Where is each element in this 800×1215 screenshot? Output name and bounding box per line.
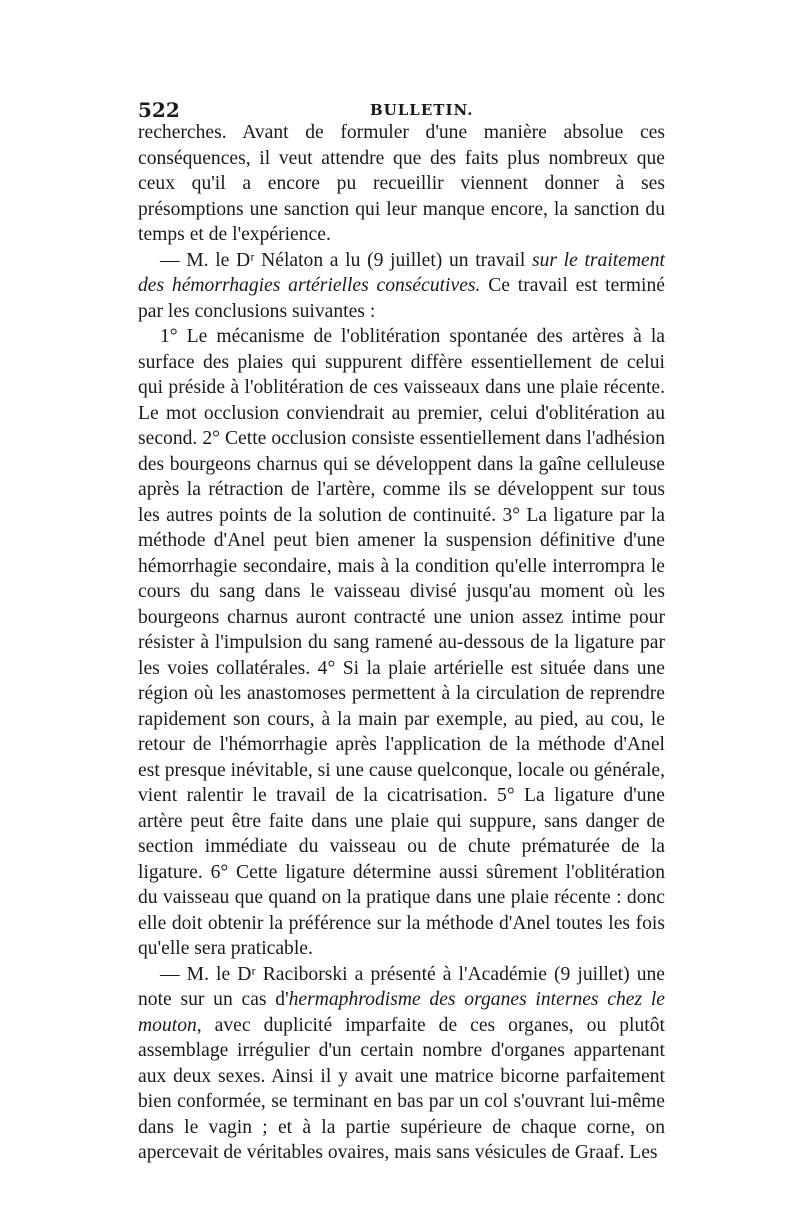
paragraph-text: — M. le Dʳ Raciborski a présenté à l'Académie (9 juillet) une note sur un cas d' (138, 963, 665, 1010)
paragraph-text: , avec duplicité imparfaite de ces organes, ou plutôt assemblage irrégulier d'un certain nombre d'organes appartenant aux deux sexes. Ainsi il y avait une matrice bicorne parfaitement bien conformée, se terminant en bas par un col s'ouvrant lui-même dans le vagin ; et à la partie supérieure de chaque corne, on apercevait de véritables ovaires, mais sans vésicules de Graaf. Les (138, 1014, 665, 1163)
page-number: 522 (138, 98, 180, 122)
running-head: BULLETIN. (370, 101, 474, 119)
article-title: hermaphrodisme des organes internes chez le mouton (138, 989, 666, 1036)
paragraph-text: Ce travail est terminé par les conclusions suivantes : (138, 275, 665, 322)
paragraph-text: — M. le Dʳ Nélaton a lu (9 juillet) un travail (160, 249, 532, 271)
paragraph-continuation: recherches. Avant de formuler d'une manière absolue ces conséquences, il veut attendre que des faits plus nombreux que ceux qu'il a encore pu recueillir viennent donner à ses présomptions une sanction qui leur manque encore, la sanction du temps et de l'expérience. (138, 122, 665, 245)
body-text (138, 120, 665, 1166)
article-title: sur le traitement des hémorrhagies artérielles consécutives. (138, 249, 665, 296)
page-header (138, 98, 665, 120)
paragraph-raciborski (138, 962, 665, 1166)
paragraph-nelaton (138, 248, 665, 325)
paragraph-conclusions: 1° Le mécanisme de l'oblitération spontanée des artères à la surface des plaies qui suppurent diffère essentiellement de celui qui préside à l'oblitération de ces vaisseaux dans une plaie récente. Le mot occlusion conviendrait au premier, celui d'oblitération au second. 2° Cette occlusion consiste essentiellement dans l'adhésion des bourgeons charnus qui se développent dans la gaîne celluleuse après la rétraction de l'artère, comme ils se développent sur tous les autres points de la solution de continuité. 3° La ligature par la méthode d'Anel peut bien amener la suspension définitive d'une hémorrhagie secondaire, mais à la condition qu'elle interrompra le cours du sang dans le vaisseau divisé jusqu'au moment où les bourgeons charnus auront contracté une union assez intime pour résister à l'impulsion du sang ramené au-dessous de la ligature par les voies collatérales. 4° Si la plaie artérielle est située dans une région où les anastomoses permettent à la circulation de reprendre rapidement son cours, à la main par exemple, au pied, au cou, le retour de l'hémorrhagie après l'application de la méthode d'Anel est presque inévitable, si une cause quelconque, locale ou générale, vient ralentir le travail de la cicatrisation. 5° La ligature d'une artère peut être faite dans une plaie qui suppure, sans danger de section immédiate du vaisseau ou de chute prématurée de la ligature. 6° Cette ligature détermine aussi sûrement l'oblitération du vaisseau que quand on la pratique dans une plaie récente : donc elle doit obtenir la préférence sur la méthode d'Anel toutes les fois qu'elle sera praticable. (138, 326, 665, 959)
